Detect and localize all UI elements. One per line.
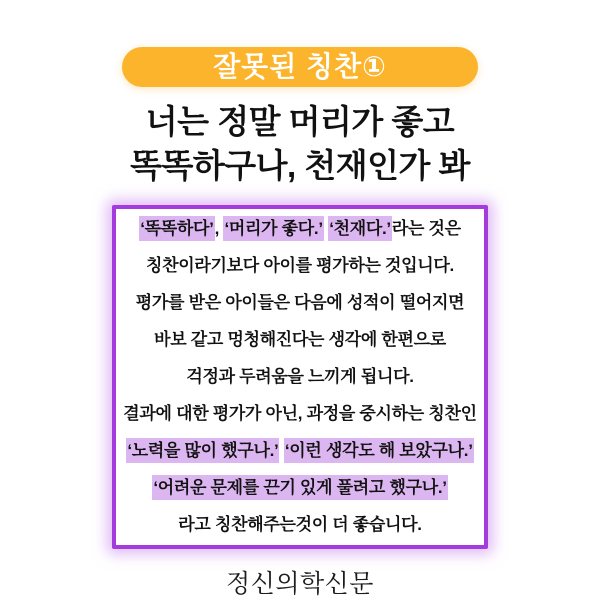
highlighted-phrase: ‘어려운 문제를 끈기 있게 풀려고 했구나.’	[152, 475, 447, 500]
box-text-line	[120, 395, 480, 432]
page-title-line-2: 똑똑하구나, 천재인가 봐	[130, 147, 470, 184]
plain-text: 걱정과 두려움을 느끼게 됩니다.	[186, 366, 414, 386]
plain-text: ,	[214, 218, 224, 238]
highlighted-phrase: ‘노력을 많이 했구나.’	[126, 438, 279, 463]
source-attribution: 정신의학신문	[226, 570, 374, 598]
highlighted-phrase: ‘똑똑하다’	[139, 216, 214, 241]
highlighted-phrase: ‘천재다.’	[328, 216, 392, 241]
highlighted-phrase: ‘머리가 좋다.’	[223, 216, 323, 241]
plain-text: 라는 것은	[391, 218, 461, 238]
info-box-content	[120, 210, 480, 543]
box-text-line	[120, 321, 480, 358]
box-text-line	[120, 247, 480, 284]
info-box	[112, 205, 488, 549]
title-badge	[122, 47, 478, 87]
plain-text: 바보 같고 멍청해진다는 생각에 한편으로	[154, 329, 446, 349]
plain-text: 칭찬이라기보다 아이를 평가하는 것입니다.	[146, 255, 454, 275]
title-badge-label: 잘못된 칭찬①	[213, 51, 387, 82]
plain-text: 결과에 대한 평가가 아닌, 과정을 중시하는 칭찬인	[123, 403, 477, 423]
page-title-line-1: 너는 정말 머리가 좋고	[145, 103, 455, 140]
box-text-line	[120, 210, 480, 247]
box-text-line	[120, 506, 480, 543]
box-text-line	[120, 358, 480, 395]
plain-text: 라고 칭찬해주는것이 더 좋습니다.	[178, 514, 422, 534]
plain-text: 평가를 받은 아이들은 다음에 성적이 떨어지면	[135, 292, 465, 312]
box-text-line	[120, 432, 480, 469]
highlighted-phrase: ‘이런 생각도 해 보았구나.’	[284, 438, 474, 463]
box-text-line	[120, 469, 480, 506]
page-title	[130, 100, 470, 188]
box-text-line	[120, 284, 480, 321]
